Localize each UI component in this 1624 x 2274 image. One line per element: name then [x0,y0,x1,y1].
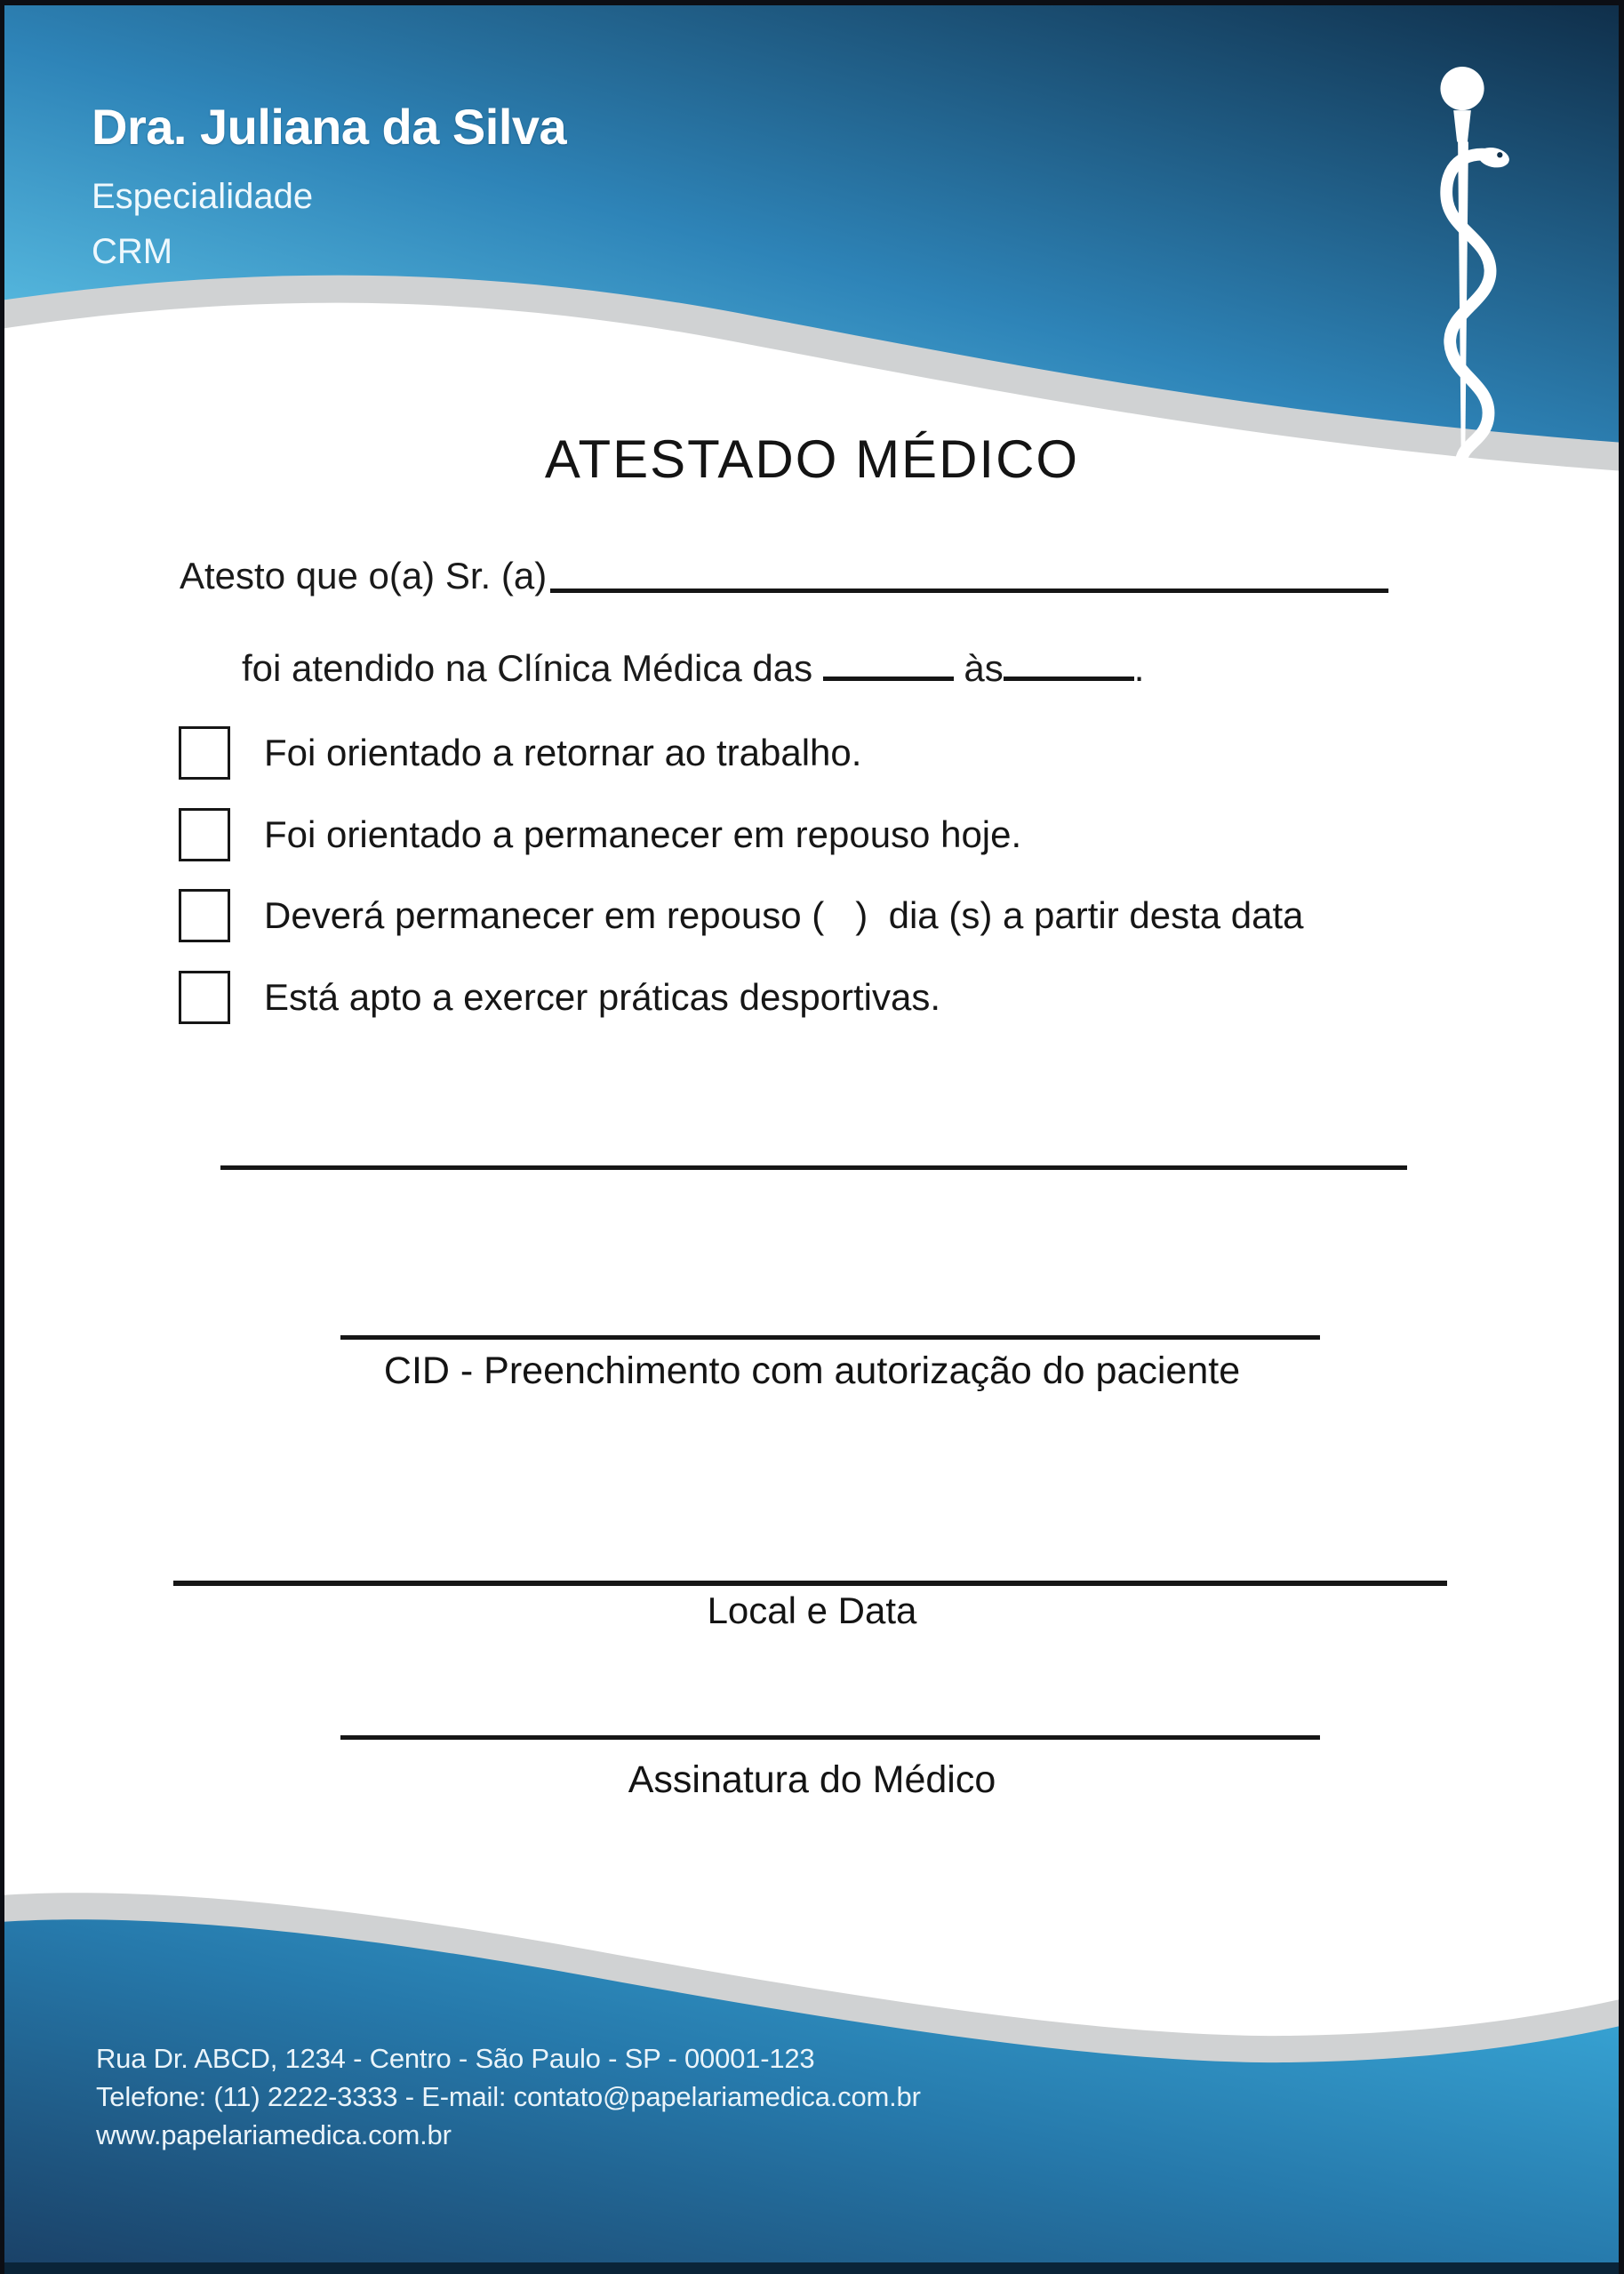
intro-line2-period: . [1133,647,1145,689]
option-row-sports-fit [179,971,940,1024]
cid-blank-line [340,1335,1320,1340]
intro-line2-as: às [953,647,1004,689]
page-border-left [0,0,4,2274]
location-date-blank-line [173,1581,1447,1586]
checkbox-label: Deverá permanecer em repouso ( ) dia (s) a partir desta data [264,894,1304,936]
footer-bottom-bar [0,2262,1624,2274]
cid-caption: CID - Preenchimento com autorização do paciente [383,1349,1241,1392]
doctor-specialty: Especialidade [92,176,314,216]
checkbox[interactable] [179,971,230,1024]
option-row-return-to-work [179,726,861,780]
option-row-rest-today [179,808,1021,861]
notes-blank-line [220,1165,1407,1170]
page-border-right [1619,0,1624,2274]
snake-eye [1497,152,1502,157]
header-identity-block [92,100,566,269]
checkbox-label: Está apto a exercer práticas desportivas. [264,976,941,1018]
location-date-caption: Local e Data [707,1589,917,1631]
option-row-rest-days [179,889,1304,942]
checkbox[interactable] [179,726,230,780]
doctor-crm: CRM [92,231,173,271]
intro-line-2 [180,605,1388,689]
patient-name-blank [550,589,1388,593]
doctor-name: Dra. Juliana da Silva [92,99,567,155]
intro-line2-text: foi atendido na Clínica Médica das [242,647,823,689]
footer-contact-block [96,2039,921,2154]
footer-address: Rua Dr. ABCD, 1234 - Centro - São Paulo - SP - 00001-123 [96,2043,815,2074]
checkbox[interactable] [179,808,230,861]
time-to-blank [1004,677,1134,681]
signature-caption: Assinatura do Médico [628,1758,996,1801]
intro-paragraph [180,548,1388,689]
footer-website: www.papelariamedica.com.br [96,2119,452,2150]
signature-blank-line [340,1735,1320,1740]
footer-phone-email: Telefone: (11) 2222-3333 - E-mail: contato@papelariamedica.com.br [96,2081,921,2112]
page-border-top [0,0,1624,5]
time-from-blank [823,677,954,681]
rod-of-asclepius-icon [1412,60,1516,489]
checkbox-label: Foi orientado a retornar ao trabalho. [264,732,862,773]
checkbox-label: Foi orientado a permanecer em repouso hoje. [264,813,1022,855]
checkbox[interactable] [179,889,230,942]
intro-line1-text: Atesto que o(a) Sr. (a) [180,555,548,597]
page-title: ATESTADO MÉDICO [544,429,1080,489]
intro-line-1 [180,548,1388,597]
